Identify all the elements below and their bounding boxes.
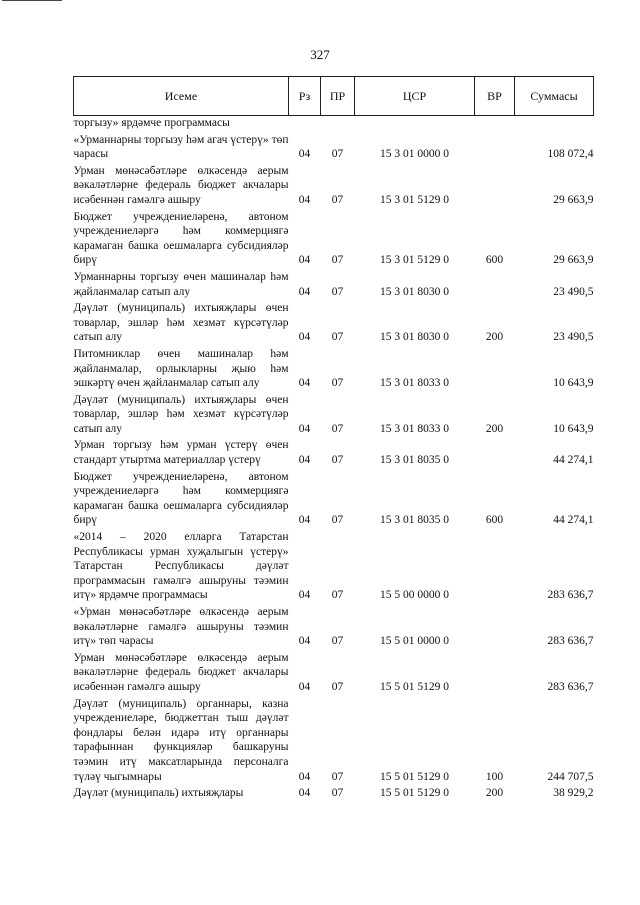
continuation-text: торгызу» ярдәмче программасы xyxy=(73,117,230,129)
row-rz: 04 xyxy=(298,787,311,800)
row-pr: 07 xyxy=(331,680,344,693)
row-csr: 15 3 01 8033 0 xyxy=(380,377,449,390)
row-name: Урман мөнәсәбәтләре өлкәсендә аерым вәкаләтләрне федераль бюджет акчалары исәбеннән гамәлгә ашыру xyxy=(73,651,289,693)
table-row xyxy=(74,528,594,603)
row-vr xyxy=(475,131,515,162)
budget-table xyxy=(73,76,594,801)
row-pr: 07 xyxy=(331,285,344,298)
row-csr: 15 5 01 5129 0 xyxy=(380,680,449,693)
page-number: 327 xyxy=(310,47,330,62)
row-name: Урманнарны торгызу өчен машиналар һәм җайланмалар сатып алу xyxy=(73,270,289,298)
header-csr: ЦСР xyxy=(355,77,475,116)
row-csr: 15 5 01 0000 0 xyxy=(380,635,449,648)
row-name: Дәүләт (муниципаль) ихтыяҗлары өчен товарлар, эшләр һәм хезмәт күрсәтүләр сатып алу xyxy=(73,302,289,344)
row-name: Урман мөнәсәбәтләре өлкәсендә аерым вәкаләтләрне федераль бюджет акчалары исәбеннән гамәлгә ашыру xyxy=(73,164,289,206)
row-sum: 10 643,9 xyxy=(553,377,594,390)
row-vr xyxy=(475,345,515,391)
table-row xyxy=(74,131,594,162)
row-sum: 108 072,4 xyxy=(547,148,594,161)
row-vr xyxy=(475,649,515,695)
row-vr: 200 xyxy=(485,331,504,344)
row-pr: 07 xyxy=(331,254,344,267)
row-csr: 15 5 01 5129 0 xyxy=(380,770,449,783)
row-csr: 15 5 01 5129 0 xyxy=(380,787,449,800)
row-sum: 38 929,2 xyxy=(553,787,594,800)
row-csr: 15 3 01 8035 0 xyxy=(380,514,449,527)
row-sum: 29 663,9 xyxy=(553,193,594,206)
table-header-row xyxy=(74,77,594,116)
row-sum: 283 636,7 xyxy=(547,635,594,648)
row-pr: 07 xyxy=(331,331,344,344)
header-rz: Рз xyxy=(289,77,321,116)
row-rz: 04 xyxy=(298,454,311,467)
row-vr xyxy=(475,528,515,603)
header-pr: ПР xyxy=(321,77,355,116)
row-rz: 04 xyxy=(298,254,311,267)
row-sum: 29 663,9 xyxy=(553,254,594,267)
row-vr: 200 xyxy=(485,422,504,435)
row-rz: 04 xyxy=(298,285,311,298)
row-pr: 07 xyxy=(331,514,344,527)
row-csr: 15 3 01 8030 0 xyxy=(380,331,449,344)
row-rz: 04 xyxy=(298,377,311,390)
table-row xyxy=(74,299,594,345)
row-sum: 23 490,5 xyxy=(553,331,594,344)
row-vr: 100 xyxy=(485,770,504,783)
row-rz: 04 xyxy=(298,589,311,602)
table-row xyxy=(74,649,594,695)
row-sum: 244 707,5 xyxy=(547,770,594,783)
header-vr: ВР xyxy=(475,77,515,116)
row-name: «Урманнарны торгызу һәм агач үстерү» төп чарасы xyxy=(73,133,289,161)
row-vr xyxy=(475,436,515,467)
row-vr: 200 xyxy=(485,787,504,800)
row-pr: 07 xyxy=(331,422,344,435)
table-row xyxy=(74,603,594,649)
row-name: «2014 – 2020 елларга Татарстан Республикасы урман хуҗалыгын үстерү» Татарстан Республикасы дәүләт программасын гамәлгә ашыруны тәэмин итү» ярдәмче программасы xyxy=(73,531,289,602)
row-pr: 07 xyxy=(331,770,344,783)
row-vr xyxy=(475,603,515,649)
table-row xyxy=(74,391,594,437)
row-pr: 07 xyxy=(331,193,344,206)
header-name: Исеме xyxy=(74,77,289,116)
top-rule xyxy=(2,0,62,1)
table-row xyxy=(74,468,594,528)
row-sum: 283 636,7 xyxy=(547,589,594,602)
row-sum: 23 490,5 xyxy=(553,285,594,298)
row-name: Дәүләт (муниципаль) ихтыяҗлары xyxy=(73,787,244,800)
row-pr: 07 xyxy=(331,148,344,161)
row-name: Бюджет учреждениеләренә, автоном учреждениеләргә һәм коммерциягә карамаган башка оешмаларга субсидияләр бирү xyxy=(73,210,289,267)
row-sum: 44 274,1 xyxy=(553,514,594,527)
row-sum: 283 636,7 xyxy=(547,680,594,693)
row-csr: 15 3 01 0000 0 xyxy=(380,148,449,161)
row-csr: 15 3 01 5129 0 xyxy=(380,254,449,267)
row-name: Питомниклар өчен машиналар һәм җайланмалар, орлыкларны җыю һәм эшкәртү өчен җайланмалар сатып алу xyxy=(73,347,289,390)
row-rz: 04 xyxy=(298,514,311,527)
row-rz: 04 xyxy=(298,331,311,344)
row-vr: 600 xyxy=(485,254,504,267)
table-row xyxy=(74,162,594,208)
row-csr: 15 3 01 8035 0 xyxy=(380,454,449,467)
table-row xyxy=(74,695,594,785)
row-csr: 15 5 00 0000 0 xyxy=(380,589,449,602)
table-row xyxy=(74,784,594,801)
row-sum: 44 274,1 xyxy=(553,454,594,467)
row-name: Бюджет учреждениеләренә, автоном учреждениеләргә һәм коммерциягә карамаган башка оешмаларга субсидияләр бирү xyxy=(73,470,289,527)
table-row xyxy=(74,436,594,467)
row-vr xyxy=(475,162,515,208)
row-vr: 600 xyxy=(485,514,504,527)
row-name: Дәүләт (муниципаль) ихтыяҗлары өчен товарлар, эшләр һәм хезмәт күрсәтүләр сатып алу xyxy=(73,393,289,435)
row-pr: 07 xyxy=(331,377,344,390)
row-csr: 15 3 01 8033 0 xyxy=(380,422,449,435)
row-name: Дәүләт (муниципаль) органнары, казна учреждениеләре, бюджеттан тыш дәүләт фондлары белән идарә итү органнары тарафыннан функцияләр башкаруны тәэмин итү максатларында персоналга түләү чыгымнары xyxy=(73,697,289,783)
row-name: «Урман мөнәсәбәтләре өлкәсендә аерым вәкаләтләрне гамәлгә ашыруны тәэмин итү» төп чарасы xyxy=(73,606,289,648)
table-row xyxy=(74,268,594,299)
row-sum: 10 643,9 xyxy=(553,422,594,435)
row-pr: 07 xyxy=(331,787,344,800)
row-pr: 07 xyxy=(331,589,344,602)
row-rz: 04 xyxy=(298,193,311,206)
row-pr: 07 xyxy=(331,635,344,648)
continuation-row xyxy=(74,116,594,131)
row-rz: 04 xyxy=(298,770,311,783)
row-vr xyxy=(475,268,515,299)
row-rz: 04 xyxy=(298,680,311,693)
row-rz: 04 xyxy=(298,422,311,435)
row-csr: 15 3 01 5129 0 xyxy=(380,193,449,206)
row-csr: 15 3 01 8030 0 xyxy=(380,285,449,298)
table-row xyxy=(74,345,594,391)
header-sum: Суммасы xyxy=(515,77,594,116)
row-rz: 04 xyxy=(298,635,311,648)
table-row xyxy=(74,208,594,268)
row-rz: 04 xyxy=(298,148,311,161)
row-pr: 07 xyxy=(331,454,344,467)
row-name: Урман торгызу һәм урман үстерү өчен стандарт утыртма материаллар үстерү xyxy=(73,439,289,467)
